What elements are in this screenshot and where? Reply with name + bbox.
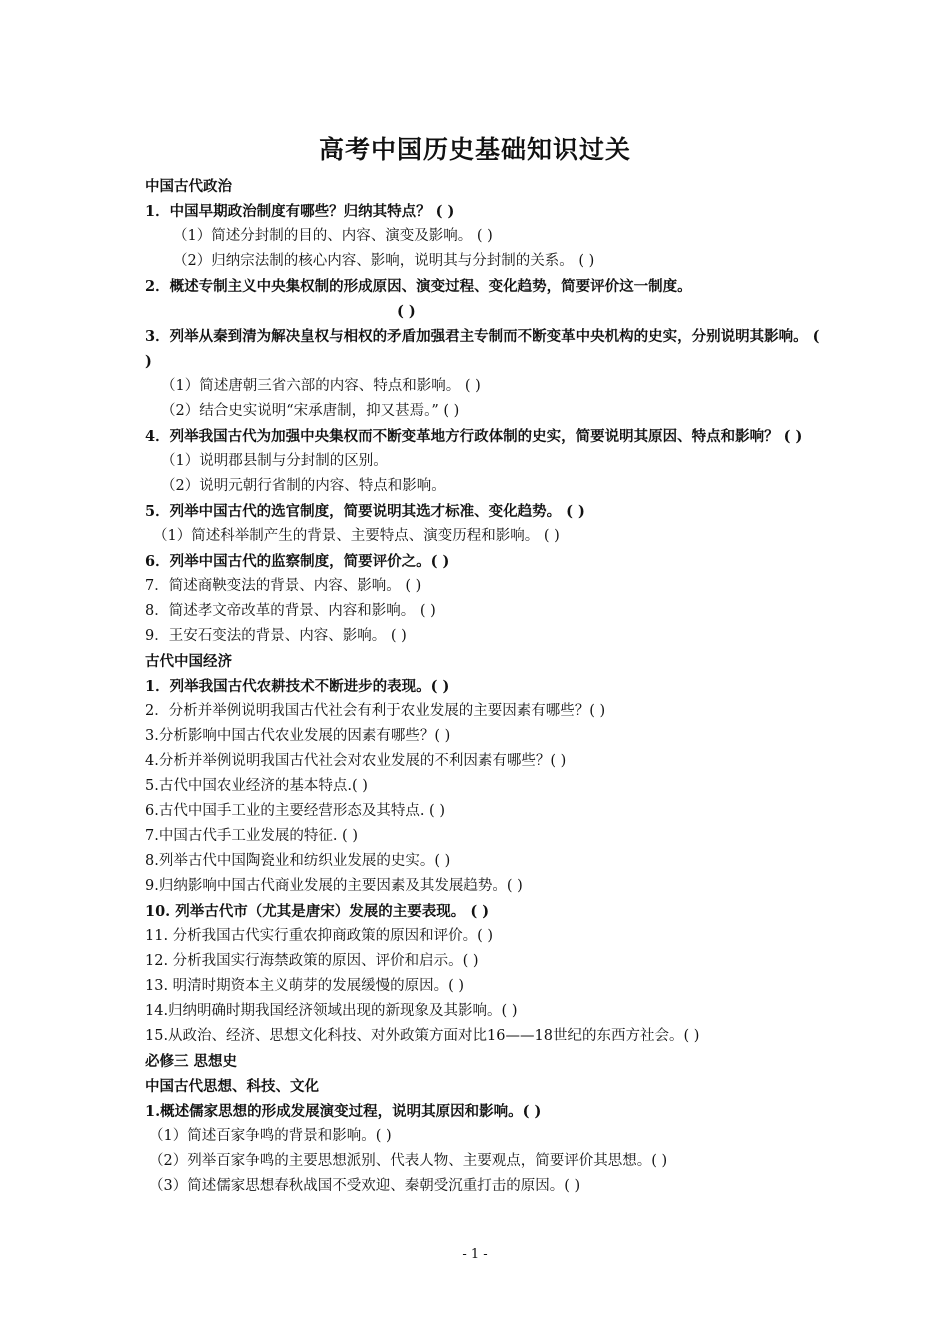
question-economy-14: 14.归纳明确时期我国经济领域出现的新现象及其影响。( ) [145,1003,518,1019]
question-politics-9: 9．王安石变法的背景、内容、影响。 ( ) [145,628,407,644]
subquestion-politics-4-2: （2）说明元朝行省制的内容、特点和影响。 [161,478,446,494]
question-economy-15: 15.从政治、经济、思想文化科技、对外政策方面对比16——18世纪的东西方社会。( ) [145,1028,700,1044]
page-number: - 1 - [462,1247,488,1262]
question-economy-13: 13. 明清时期资本主义萌芽的发展缓慢的原因。( ) [145,978,465,994]
question-economy-4: 4.分析并举例说明我国古代社会对农业发展的不利因素有哪些？( ) [145,753,567,769]
subquestion-politics-3-2: （2）结合史实说明“宋承唐制，抑又甚焉。” ( ) [161,403,460,419]
document-body [145,174,825,1199]
question-economy-9: 9.归纳影响中国古代商业发展的主要因素及其发展趋势。( ) [145,878,523,894]
subquestion-thought-1-1: （1）简述百家争鸣的背景和影响。( ) [149,1128,392,1144]
page-title: 高考中国历史基础知识过关 [318,135,631,164]
question-politics-3: 3．列举从秦到清为解决皇权与相权的矛盾加强君主专制而不断变革中央机构的史实，分别说明其影响。 ( ) [145,328,820,370]
question-politics-2: 2．概述专制主义中央集权制的形成原因、演变过程、变化趋势，简要评价这一制度。 [145,278,692,295]
subquestion-politics-1-2: （2）归纳宗法制的核心内容、影响，说明其与分封制的关系。 ( ) [173,253,595,269]
question-politics-6: 6．列举中国古代的监察制度，简要评价之。( ) [145,553,450,570]
question-thought-1: 1.概述儒家思想的形成发展演变过程，说明其原因和影响。( ) [145,1103,542,1120]
question-economy-11: 11. 分析我国古代实行重农抑商政策的原因和评价。( ) [145,928,494,944]
section-subheading-thought: 中国古代思想、科技、文化 [145,1078,319,1095]
question-politics-1: 1．中国早期政治制度有哪些？归纳其特点？ ( ) [145,203,455,220]
subquestion-politics-3-1: （1）简述唐朝三省六部的内容、特点和影响。 ( ) [161,378,481,394]
question-economy-5: 5.古代中国农业经济的基本特点.( ) [145,778,368,794]
subquestion-politics-5-1: （1）简述科举制产生的背景、主要特点、演变历程和影响。 ( ) [153,528,560,544]
question-economy-1: 1．列举我国古代农耕技术不断进步的表现。( ) [145,678,450,695]
section-heading-economy: 古代中国经济 [145,653,232,670]
question-economy-7: 7.中国古代手工业发展的特征. ( ) [145,828,358,844]
question-politics-8: 8．简述孝文帝改革的背景、内容和影响。 ( ) [145,603,436,619]
question-economy-8: 8.列举古代中国陶瓷业和纺织业发展的史实。( ) [145,853,451,869]
question-economy-12: 12. 分析我国实行海禁政策的原因、评价和启示。( ) [145,953,479,969]
question-economy-6: 6.古代中国手工业的主要经营形态及其特点. ( ) [145,803,445,819]
question-politics-4: 4．列举我国古代为加强中央集权而不断变革地方行政体制的史实，简要说明其原因、特点和影响？ ( ) [145,428,803,445]
subquestion-politics-1-1: （1）简述分封制的目的、内容、演变及影响。 ( ) [173,228,493,244]
question-politics-2-answer-blank: ( ) [397,303,416,320]
question-economy-10: 10. 列举古代市（尤其是唐宋）发展的主要表现。 ( ) [145,903,490,920]
question-politics-7: 7．简述商鞅变法的背景、内容、影响。 ( ) [145,578,422,594]
section-heading-thought: 必修三 思想史 [145,1053,238,1070]
section-heading-politics: 中国古代政治 [145,178,232,195]
question-economy-2: 2．分析并举例说明我国古代社会有利于农业发展的主要因素有哪些？( ) [145,703,606,719]
question-politics-5: 5．列举中国古代的选官制度，简要说明其选才标准、变化趋势。 ( ) [145,503,585,520]
subquestion-thought-1-3: （3）简述儒家思想春秋战国不受欢迎、秦朝受沉重打击的原因。( ) [149,1178,581,1194]
subquestion-politics-4-1: （1）说明郡县制与分封制的区别。 [161,453,388,469]
subquestion-thought-1-2: （2）列举百家争鸣的主要思想派别、代表人物、主要观点，简要评价其思想。( ) [149,1153,668,1169]
question-economy-3: 3.分析影响中国古代农业发展的因素有哪些？( ) [145,728,451,744]
